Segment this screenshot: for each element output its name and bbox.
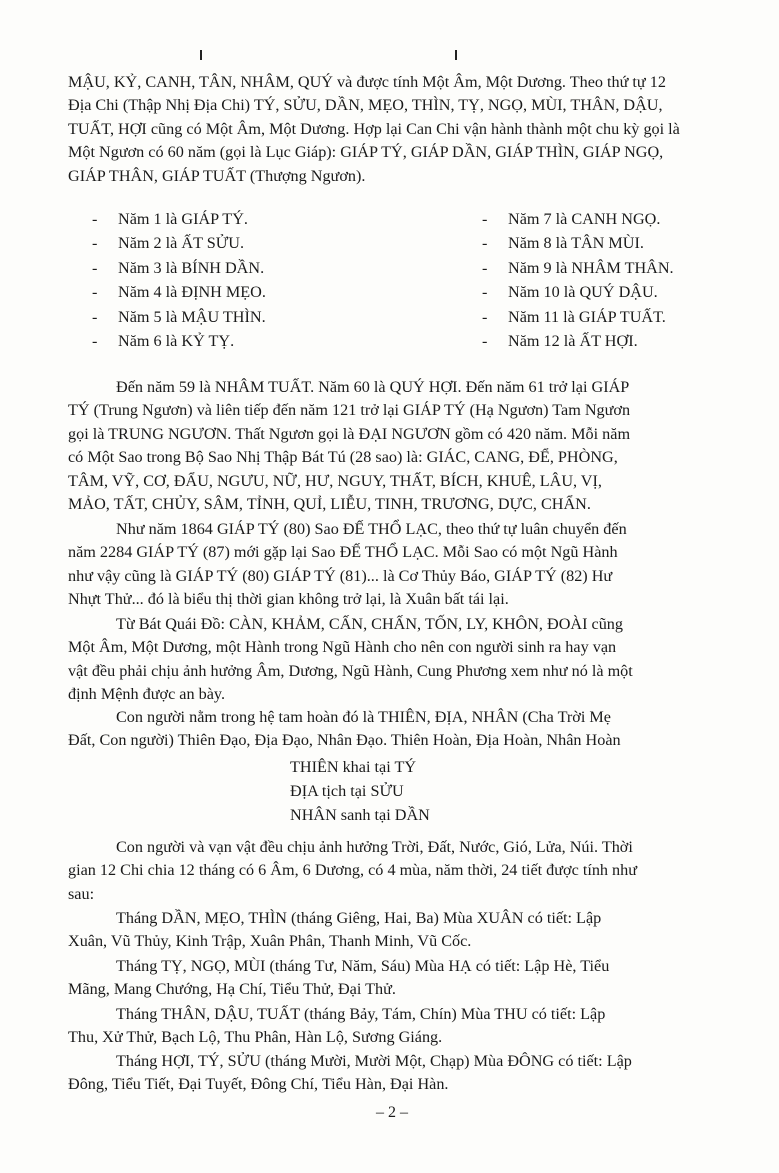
list-item-text: Năm 1 là GIÁP TÝ. (118, 210, 248, 228)
bullet-dash: - (92, 283, 98, 302)
list-item-text: Năm 11 là GIÁP TUẤT. (508, 307, 666, 326)
list-item (482, 330, 779, 354)
list-item (92, 281, 392, 305)
text-line: Tháng DẦN, MẸO, THÌN (tháng Giêng, Hai, Ba) Mùa XUÂN có tiết: Lập (116, 909, 602, 927)
list-item-text: Năm 3 là BÍNH DẦN. (118, 258, 265, 277)
list-item-text: Năm 7 là CANH NGỌ. (508, 210, 661, 228)
list-item-text: Năm 9 là NHÂM THÂN. (508, 258, 674, 277)
text-line: Đất, Con người) Thiên Đạo, Địa Đạo, Nhân Đạo. Thiên Hoàn, Địa Hoàn, Nhân Hoàn (68, 731, 621, 750)
text-line: Như năm 1864 GIÁP TÝ (80) Sao ĐẾ THỔ LẠC, theo thứ tự luân chuyển đến (116, 520, 627, 538)
list-item-text: Năm 4 là ĐỊNH MẸO. (118, 283, 266, 302)
text-line: Đến năm 59 là NHÂM TUẤT. Năm 60 là QUÝ HỢI. Đến năm 61 trở lại GIÁP (116, 378, 630, 396)
list-item (92, 330, 392, 354)
text-line: năm 2284 GIÁP TÝ (87) mới gặp lại Sao ĐẾ THỔ LẠC. Mỗi Sao có một Ngũ Hành (68, 543, 618, 562)
verse-line: NHÂN sanh tại DẦN (290, 806, 430, 824)
text-line: TUẤT, HỢI cũng có Một Âm, Một Dương. Hợp lại Can Chi vận hành thành một chu kỳ gọi là (68, 119, 680, 138)
text-line: gọi là TRUNG NGƯƠN. Thất Ngươn gọi là ĐẠI NGƯƠN gồm có 420 năm. Mỗi năm (68, 424, 631, 443)
verse-line: ĐỊA tịch tại SỬU (290, 782, 404, 800)
text-line: định Mệnh được an bày. (68, 685, 225, 704)
text-line: TÂM, VỸ, CƠ, ĐẨU, NGƯU, NỮ, HƯ, NGUY, THẤT, BÍCH, KHUÊ, LÂU, VỊ, (68, 471, 602, 490)
text-line: như vậy cũng là GIÁP TÝ (80) GIÁP TÝ (81)... là Cơ Thủy Báo, GIÁP TÝ (82) Hư (68, 566, 613, 585)
bullet-dash: - (482, 258, 488, 277)
print-mark-right (455, 50, 457, 60)
text-line: Tháng THÂN, DẬU, TUẤT (tháng Bảy, Tám, Chín) Mùa THU có tiết: Lập (116, 1005, 606, 1023)
paragraph-mua-xuan (68, 907, 718, 954)
text-line: TÝ (Trung Ngươn) và liên tiếp đến năm 121 trở lại GIÁP TÝ (Hạ Ngươn) Tam Ngươn (68, 401, 631, 420)
list-item-text: Năm 8 là TÂN MÙI. (508, 234, 644, 253)
bullet-dash: - (482, 210, 488, 228)
year-list-left (92, 208, 392, 354)
list-item (92, 257, 392, 281)
year-list-right (482, 208, 779, 354)
text-line: vật đều phải chịu ảnh hưởng Âm, Dương, Ngũ Hành, Cung Phương xem như nó là một (68, 661, 633, 680)
centered-verses (290, 756, 430, 828)
text-line: có Một Sao trong Bộ Sao Nhị Thập Bát Tú (28 sao) là: GIÁC, CANG, ĐỂ, PHÒNG, (68, 448, 618, 467)
list-item-text: Năm 10 là QUÝ DẬU. (508, 283, 658, 302)
text-line: Đông, Tiểu Tiết, Đại Tuyết, Đông Chí, Tiểu Hàn, Đại Hàn. (68, 1075, 449, 1094)
text-line: Một Âm, Một Dương, một Hành trong Ngũ Hành cho nên con người sinh ra hay vạn (68, 638, 617, 657)
page-number: – 2 – (376, 1104, 408, 1121)
list-item (92, 306, 392, 330)
paragraph-bat-quai-do (68, 613, 718, 707)
text-line: Tháng TỴ, NGỌ, MÙI (tháng Tư, Năm, Sáu) Mùa HẠ có tiết: Lập Hè, Tiểu (116, 957, 610, 975)
list-item (482, 257, 779, 281)
text-line: Con người và vạn vật đều chịu ảnh hưởng Trời, Đất, Nước, Gió, Lửa, Núi. Thời (116, 838, 633, 856)
verse-line: THIÊN khai tại TÝ (290, 758, 417, 776)
bullet-dash: - (482, 234, 488, 253)
intro-paragraph (68, 71, 718, 188)
paragraph-tam-hoan (68, 706, 718, 753)
list-item-text: Năm 12 là ẤT HỢI. (508, 331, 638, 350)
text-line: Một Ngươn có 60 năm (gọi là Lục Giáp): GIÁP TÝ, GIÁP DẦN, GIÁP THÌN, GIÁP NGỌ, (68, 143, 664, 162)
text-line: Con người nằm trong hệ tam hoàn đó là THIÊN, ĐỊA, NHÂN (Cha Trời Mẹ (116, 708, 611, 726)
text-line: Thu, Xử Thử, Bạch Lộ, Thu Phân, Hàn Lộ, Sương Giáng. (68, 1028, 443, 1047)
text-line: MẬU, KỶ, CANH, TÂN, NHÂM, QUÝ và được tính Một Âm, Một Dương. Theo thứ tự 12 (68, 73, 666, 91)
paragraph-nhi-thap-bat-tu (68, 376, 718, 516)
bullet-dash: - (92, 234, 98, 253)
text-line: GIÁP THÂN, GIÁP TUẤT (Thượng Ngươn). (68, 166, 366, 185)
list-item-text: Năm 5 là MẬU THÌN. (118, 307, 266, 326)
bullet-dash: - (92, 331, 98, 350)
list-item (92, 232, 392, 256)
bullet-dash: - (92, 307, 98, 326)
bullet-dash: - (482, 307, 488, 326)
list-item (92, 208, 392, 232)
paragraph-van-vat (68, 836, 718, 906)
text-line: Từ Bát Quái Đồ: CÀN, KHẢM, CẤN, CHẤN, TỐN, LY, KHÔN, ĐOÀI cũng (116, 615, 623, 633)
list-item (482, 232, 779, 256)
list-item (482, 306, 779, 330)
bullet-dash: - (92, 258, 98, 277)
paragraph-nam-1864 (68, 518, 718, 612)
paragraph-mua-dong (68, 1050, 718, 1097)
text-line: MẢO, TẤT, CHỦY, SÂM, TỈNH, QUỈ, LIỄU, TINH, TRƯƠNG, DỰC, CHẨN. (68, 495, 591, 514)
text-line: Tháng HỢI, TÝ, SỬU (tháng Mười, Mười Một, Chạp) Mùa ĐÔNG có tiết: Lập (116, 1052, 632, 1070)
text-line: gian 12 Chi chia 12 tháng có 6 Âm, 6 Dương, có 4 mùa, năm thời, 24 tiết được tính như (68, 861, 638, 880)
list-item (482, 208, 779, 232)
text-line: Địa Chi (Thập Nhị Địa Chi) TÝ, SỬU, DẦN, MẸO, THÌN, TỴ, NGỌ, MÙI, THÂN, DẬU, (68, 96, 663, 115)
paragraph-mua-ha (68, 955, 718, 1002)
bullet-dash: - (92, 210, 98, 228)
list-item-text: Năm 6 là KỶ TỴ. (118, 331, 235, 350)
list-item-text: Năm 2 là ẤT SỬU. (118, 234, 245, 253)
print-mark-left (200, 50, 202, 60)
list-item (482, 281, 779, 305)
bullet-dash: - (482, 331, 488, 350)
text-line: Xuân, Vũ Thủy, Kinh Trập, Xuân Phân, Thanh Minh, Vũ Cốc. (68, 932, 472, 951)
text-line: Nhựt Thử... đó là biểu thị thời gian không trở lại, là Xuân bất tái lại. (68, 590, 509, 609)
paragraph-mua-thu (68, 1003, 718, 1050)
text-line: sau: (68, 884, 95, 903)
bullet-dash: - (482, 283, 488, 302)
text-line: Mãng, Mang Chướng, Hạ Chí, Tiểu Thử, Đại Thử. (68, 980, 396, 999)
